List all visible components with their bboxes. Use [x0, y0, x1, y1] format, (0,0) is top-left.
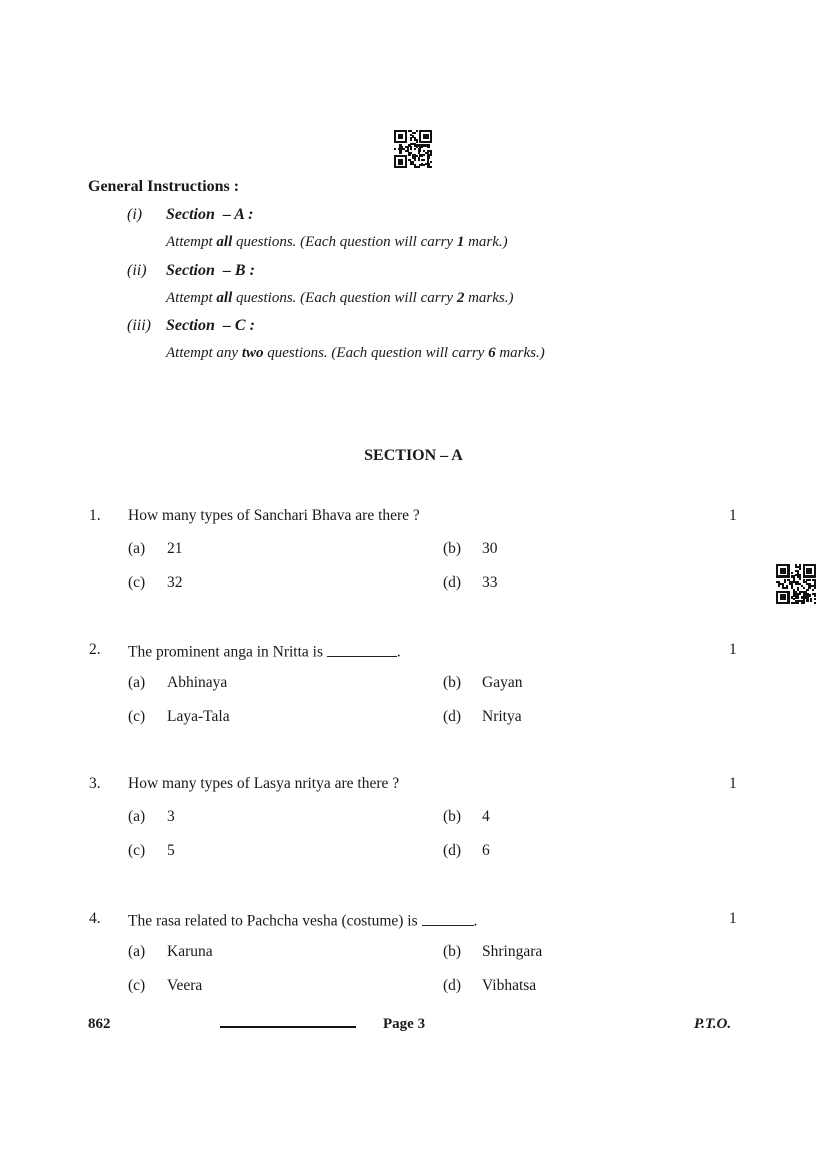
- option-label: (d): [443, 574, 462, 591]
- instruction-section-heading: [166, 206, 253, 224]
- answer-blank: [327, 641, 397, 657]
- option-text: Laya-Tala: [167, 708, 230, 725]
- qr-code-icon: [394, 130, 432, 168]
- instruction-text-part: marks.): [495, 345, 545, 361]
- instruction-section-part: – C :: [222, 317, 255, 334]
- instruction-text-part: 2: [456, 289, 465, 306]
- instruction-text-part: Attempt: [166, 289, 217, 306]
- question-number: 4.: [89, 910, 101, 927]
- question-text: [128, 641, 401, 662]
- option-label: (c): [128, 708, 146, 725]
- option-label: (a): [128, 943, 146, 960]
- option-label: (d): [443, 977, 462, 994]
- option-label: (d): [443, 708, 462, 725]
- option-label: (b): [443, 674, 462, 691]
- option-text: 33: [482, 574, 498, 591]
- question-text: [128, 910, 477, 931]
- option-text: 3: [167, 808, 175, 825]
- option-label: (d): [443, 842, 462, 859]
- answer-blank: [422, 910, 474, 926]
- option-label: (b): [443, 808, 462, 825]
- instruction-section-part: – A :: [222, 206, 254, 223]
- question-number: 3.: [89, 775, 101, 792]
- option-text: 32: [167, 574, 183, 591]
- instruction-section-word: Section: [166, 317, 215, 334]
- instruction-section-heading: [166, 317, 255, 335]
- instruction-text-part: questions. (Each question will carry: [263, 345, 489, 361]
- option-label: (c): [128, 842, 146, 859]
- instruction-text-part: 6: [488, 345, 496, 361]
- question-text-end: .: [396, 643, 401, 661]
- option-label: (c): [128, 977, 146, 994]
- instruction-section-heading: [166, 262, 255, 280]
- instruction-text: [166, 234, 508, 251]
- question-text: [128, 775, 399, 793]
- section-title: SECTION – A: [364, 447, 463, 464]
- question-number: 2.: [89, 641, 101, 658]
- instruction-number: (ii): [127, 261, 147, 279]
- instruction-text-part: all: [216, 234, 233, 250]
- question-text: [128, 507, 420, 525]
- question-text-end: .: [473, 912, 478, 930]
- pto-label: P.T.O.: [694, 1016, 732, 1032]
- general-instructions-title: General Instructions :: [88, 178, 240, 195]
- option-label: (c): [128, 574, 146, 591]
- question-text-body: The rasa related to Pachcha vesha (costume) is: [128, 912, 422, 930]
- option-text: 30: [482, 540, 498, 557]
- instruction-text: [166, 290, 513, 307]
- instruction-text: [166, 345, 545, 362]
- instruction-section-part: – B :: [222, 261, 255, 279]
- option-text: 5: [167, 842, 175, 859]
- option-text: Abhinaya: [167, 674, 228, 691]
- option-text: 6: [482, 842, 490, 859]
- instruction-text-part: Attempt any: [166, 345, 242, 361]
- option-label: (b): [443, 540, 462, 557]
- question-text-body: How many types of Sanchari Bhava are there ?: [128, 507, 420, 524]
- instruction-text-part: all: [216, 289, 233, 306]
- option-label: (a): [128, 540, 146, 557]
- instruction-text-part: marks.): [464, 289, 514, 306]
- instruction-text-part: Attempt: [166, 234, 217, 250]
- instruction-number: (i): [127, 206, 143, 223]
- option-text: Karuna: [167, 943, 213, 960]
- question-mark: 1: [729, 910, 737, 927]
- question-mark: 1: [729, 775, 737, 792]
- paper-code: 862: [88, 1016, 111, 1032]
- option-label: (a): [128, 808, 146, 825]
- question-text-body: The prominent anga in Nritta is: [128, 643, 327, 661]
- instruction-text-part: questions. (Each question will carry: [232, 234, 457, 250]
- question-mark: 1: [729, 507, 737, 524]
- question-mark: 1: [729, 641, 737, 658]
- question-text-body: How many types of Lasya nritya are there ?: [128, 775, 400, 792]
- instruction-text-part: two: [241, 345, 264, 361]
- option-text: Vibhatsa: [482, 977, 537, 994]
- instruction-section-word: Section: [166, 206, 215, 223]
- option-label: (a): [128, 674, 146, 691]
- question-number: 1.: [89, 507, 101, 524]
- qr-code-icon: [776, 564, 816, 604]
- page-number: Page 3: [383, 1016, 426, 1032]
- option-text: 21: [167, 540, 183, 557]
- instruction-number: (iii): [127, 317, 151, 334]
- instruction-section-word: Section: [166, 261, 215, 279]
- option-text: Nritya: [482, 708, 522, 725]
- option-text: Shringara: [482, 943, 543, 960]
- option-text: Gayan: [482, 674, 523, 691]
- option-text: 4: [482, 808, 490, 825]
- instruction-text-part: questions. (Each question will carry: [232, 289, 457, 306]
- option-text: Veera: [167, 977, 203, 994]
- footer-rule: [220, 1026, 356, 1028]
- instruction-text-part: 1: [456, 234, 465, 250]
- option-label: (b): [443, 943, 462, 960]
- instruction-text-part: mark.): [464, 234, 508, 250]
